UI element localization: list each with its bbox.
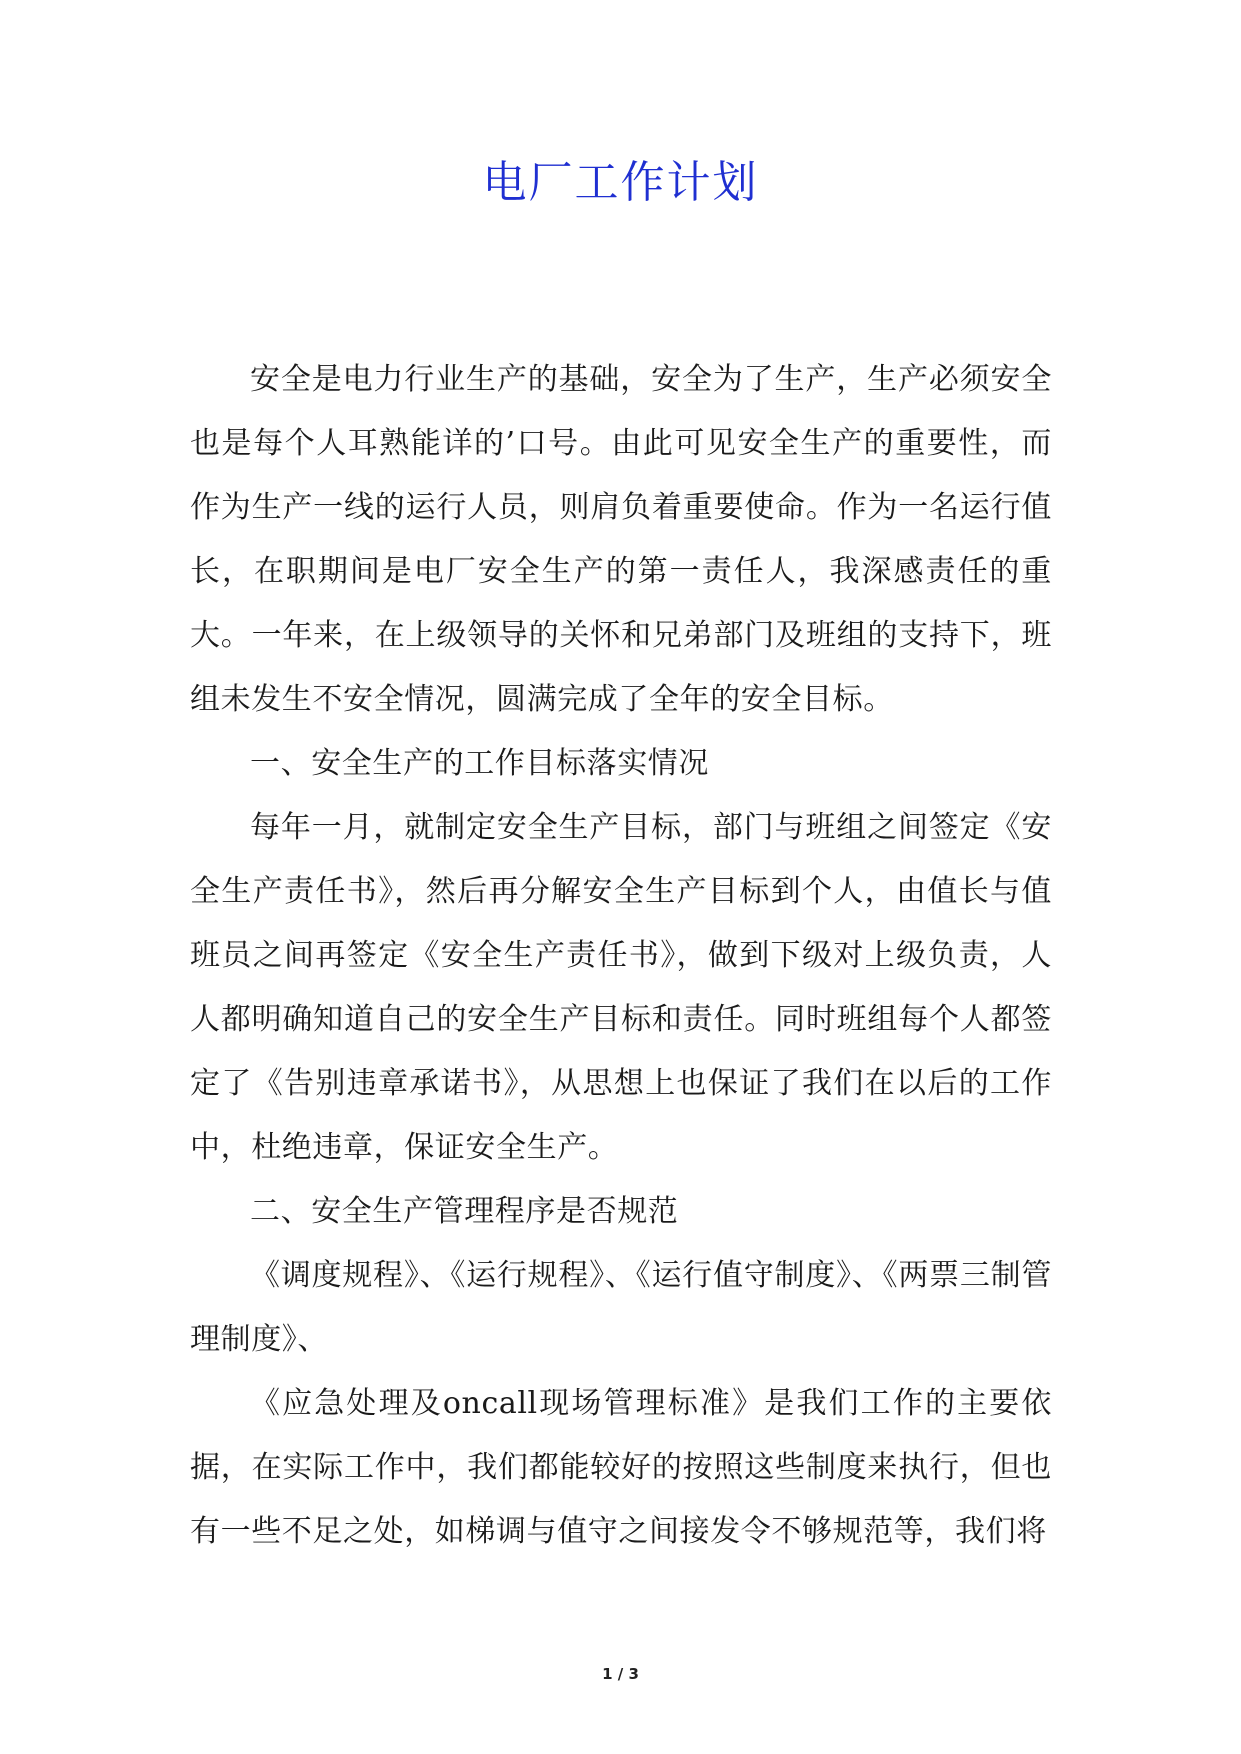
document-title: 电厂工作计划: [482, 157, 759, 208]
document-body: [190, 348, 1052, 1564]
paragraph-section-2: 《应急处理及oncall现场管理标准》是我们工作的主要依据，在实际工作中，我们都能较好的按照这些制度来执行，但也有一些不足之处，如梯调与值守之间接发令不够规范等，我们将: [190, 1386, 1052, 1549]
section-heading-1: 一、安全生产的工作目标落实情况: [250, 746, 709, 781]
page-number: 1 / 3: [602, 1665, 639, 1683]
paragraph-section-1: 每年一月，就制定安全生产目标，部门与班组之间签定《安全生产责任书》，然后再分解安全生产目标到个人，由值长与值班员之间再签定《安全生产责任书》，做到下级对上级负责，人人都明确知道自己的安全生产目标和责任。同时班组每个人都签定了《告别违章承诺书》，从思想上也保证了我们在以后的工作中，杜绝违章，保证安全生产。: [190, 810, 1052, 1165]
section-heading-2: 二、安全生产管理程序是否规范: [250, 1194, 679, 1229]
paragraph-regulations-list: 《调度规程》、《运行规程》、《运行值守制度》、《两票三制管理制度》、: [190, 1258, 1052, 1357]
paragraph-intro: 安全是电力行业生产的基础，安全为了生产，生产必须安全也是每个人耳熟能详的’口号。由此可见安全生产的重要性，而作为生产一线的运行人员，则肩负着重要使命。作为一名运行值长，在职期间是电厂安全生产的第一责任人，我深感责任的重大。一年来，在上级领导的关怀和兄弟部门及班组的支持下，班组未发生不安全情况，圆满完成了全年的安全目标。: [190, 362, 1052, 717]
